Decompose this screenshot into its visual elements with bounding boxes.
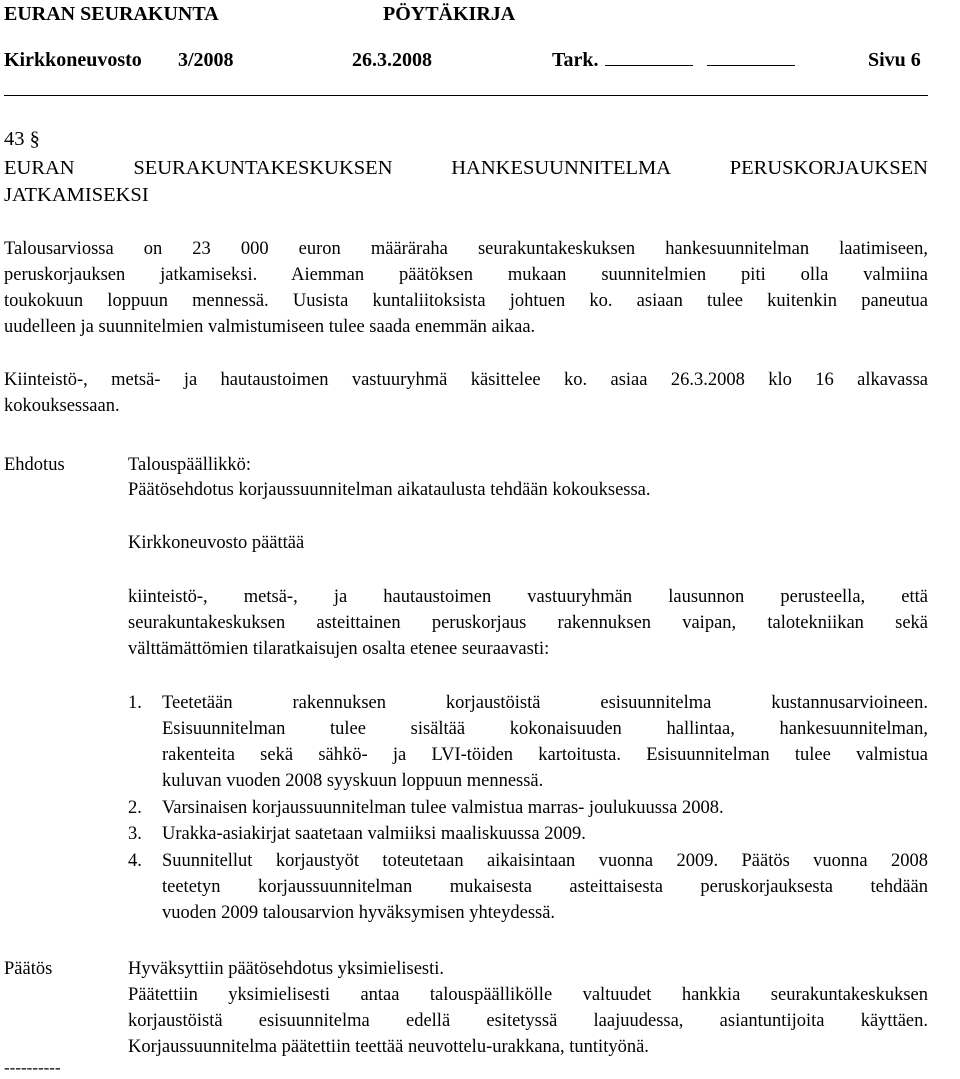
ehdotus-role: Talouspäällikkö: bbox=[128, 455, 252, 475]
org-name: EURAN SEURAKUNTA bbox=[4, 3, 219, 25]
ehdotus-label: Ehdotus bbox=[4, 455, 65, 475]
signature-line bbox=[605, 51, 693, 66]
page-number: Sivu 6 bbox=[868, 49, 921, 71]
section-number: 43 § bbox=[4, 128, 40, 150]
tark-text: Tark. bbox=[552, 49, 599, 71]
paatos-label: Päätös bbox=[4, 959, 53, 979]
meeting-body: Kirkkoneuvosto bbox=[4, 49, 142, 71]
ehdotus-text: Päätösehdotus korjaussuunnitelman aikataulusta tehdään kokouksessa. bbox=[128, 480, 651, 500]
meeting-number: 3/2008 bbox=[178, 49, 234, 71]
decision-intro: Kirkkoneuvosto päättää bbox=[128, 533, 305, 553]
header-rule bbox=[4, 95, 928, 96]
protocol-page: EURAN SEURAKUNTA PÖYTÄKIRJA Kirkkoneuvosto 3/2008 26.3.2008 Tark. Sivu 6 43 § EURAN SEURAKUNTAKESKUKSEN HANKESUUNNITELMA PERUSKORJAUKSEN JATKAMISEKSI Talousarviossa on 23 000 euron määräraha seurakuntakeskuksen hankesuunnitelman laatimiseen, peruskorjauksen jatkamiseksi. Aiemman päätöksen mukaan suunnitelmien piti olla valmiina toukokuun loppuun mennessä. Uusista kuntaliitoksista johtuen ko. asiaan tulee kuitenkin paneutua uudelleen ja suunnitelmien valmistumiseen tulee saada enemmän aikaa. Kiinteistö-, metsä- ja hautaustoimen vastuuryhmä käsittelee ko. asiaa 26.3.2008 klo 16 alkavassa kokouksessaan. Ehdotus Talouspäällikkö: Päätösehdotus korjaussuunnitelman aikataulusta tehdään kokouksessa. Kirkkoneuvosto päättää kiinteistö-, metsä-, ja hautaustoimen vastuuryhmän lausunnon perusteella, että seurakuntakeskuksen asteittainen peruskorjaus rakennuksen vaipan, talotekniikan sekä välttämättömien tilaratkaisujen osalta etenee seuraavasti: 1. Teetetään rakennuksen korjaustöistä esisuunnitelma kustannusarvioineen. Esisuunnitelman tulee sisältää kokonaisuuden hallintaa, hankesuunnitelman, rakenteita sekä sähkö- ja LVI-töiden kartoitusta. Esisuunnitelman tulee valmistua kuluvan vuoden 2008 syyskuun loppuun mennessä. 2. Varsinaisen korjaussuunnitelman tulee valmistua marras- joulukuussa 2008. 3. Urakka-asiakirjat saatetaan valmiiksi maaliskuussa 2009. 4. Suunnitellut korjaustyöt toteutetaan aikaisintaan vuonna 2009. Päätös vuonna 2008 teetetyn korjaussuunnitelman mukaisesta asteittaisesta peruskorjauksesta tehdään vuoden 2009 talousarvion hyväksymisen yhteydessä. Päätös Hyväksyttiin päätösehdotus yksimielisesti. Päätettiin yksimielisesti antaa talouspäällikölle valtuudet hankkia seurakuntakeskuksen korjaustöistä esisuunnitelma edellä esitetyssä laajuudessa, asiantuntijoita käyttäen. Korjaussuunnitelma päätettiin teettää neuvottelu-urakkana, tuntityönä. ---------- bbox=[4, 3, 928, 1077]
meeting-date: 26.3.2008 bbox=[352, 49, 432, 71]
doc-type: PÖYTÄKIRJA bbox=[383, 3, 516, 25]
section-title-line2: JATKAMISEKSI bbox=[4, 184, 149, 206]
section-title-line1: EURAN SEURAKUNTAKESKUKSEN HANKESUUNNITELMA PERUSKORJAUKSEN bbox=[4, 157, 928, 179]
tark-label bbox=[552, 49, 795, 72]
signature-line bbox=[707, 51, 795, 66]
footer-dashes: ---------- bbox=[4, 1058, 61, 1077]
